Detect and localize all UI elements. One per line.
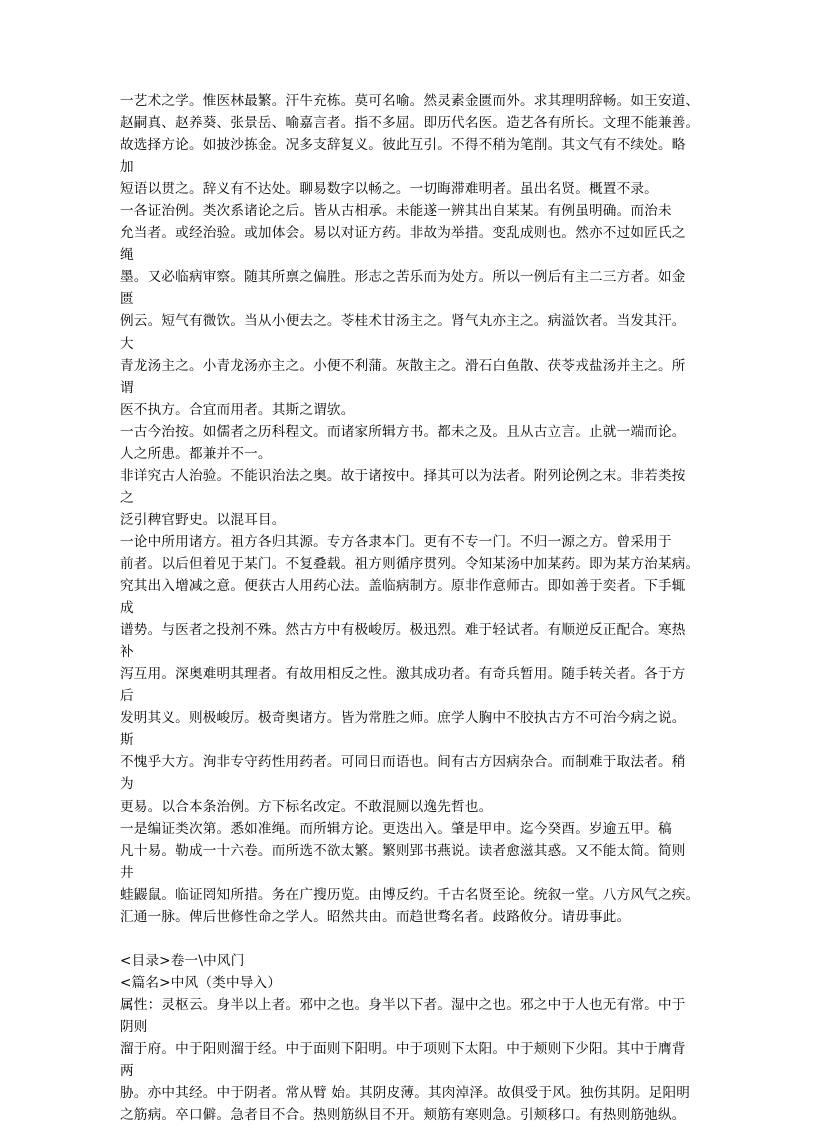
document-page [120, 90, 700, 1126]
text-line: 蛙鼹鼠。临证罔知所措。务在广搜历览。由博反约。千古名贤至论。统叙一堂。八方风气之疾。 [120, 886, 700, 903]
text-line: 汇通一脉。俾后世修性命之学人。昭然共由。而趋世骛名者。歧路攸分。请毋事此。 [120, 908, 631, 925]
text-line: 大 [120, 335, 134, 352]
text-line: 发明其义。则极峻厉。极奇奥诸方。皆为常胜之师。庶学人胸中不胶执古方不可治今病之说。 [120, 710, 686, 727]
text-line: 之筋病。卒口僻。急者目不合。热则筋纵目不开。颊筋有寒则急。引颊移口。有热则筋弛纵。 [120, 1107, 686, 1124]
chapter-section [120, 950, 700, 1126]
text-line: 泛引稗官野史。以混耳目。 [120, 511, 286, 528]
text-line: 为 [120, 776, 134, 793]
text-line: 一是编证类次第。悉如准绳。而所辑方论。更迭出入。肇是甲申。迄今癸酉。岁逾五甲。稿 [120, 820, 672, 837]
text-line: 前者。以后但着见于某门。不复叠载。祖方则循序贯列。令知某汤中加某药。即为某方治某病。 [120, 555, 700, 572]
text-line: 赵嗣真、赵养葵、张景岳、喻嘉言者。指不多屈。即历代名医。造艺各有所长。文理不能兼善。 [120, 115, 700, 132]
text-line: 斯 [120, 732, 134, 749]
text-line: 究其出入增减之意。便获古人用药心法。盖临病制方。原非作意师古。即如善于奕者。下手辄 [120, 578, 686, 595]
chapter-title: <篇名>中风（类中导入） [120, 974, 282, 991]
text-line: 墨。又必临病审察。随其所禀之偏胜。形志之苦乐而为处方。所以一例后有主二三方者。如金 [120, 269, 686, 286]
text-line: 加 [120, 159, 134, 176]
text-line: 一艺术之学。惟医林最繁。汗牛充栋。莫可名喻。然灵素金匮而外。求其理明辞畅。如王安道、 [120, 93, 700, 109]
text-line: 青龙汤主之。小青龙汤亦主之。小便不利蒲。灰散主之。滑石白鱼散、茯苓戎盐汤并主之。所 [120, 357, 686, 374]
text-line: 补 [120, 644, 134, 661]
text-line: 短语以贯之。辞义有不达处。聊易数字以畅之。一切晦滞难明者。虽出名贤。概置不录。 [120, 181, 658, 198]
text-line: 医不执方。合宜而用者。其斯之谓欤。 [120, 401, 355, 418]
text-line: 非详究古人治验。不能识治法之奥。故于诸按中。择其可以为法者。附列论例之末。非若类按 [120, 467, 686, 484]
text-line: 一古今治按。如儒者之历科程文。而诸家所辑方书。都未之及。且从古立言。止就一端而论。 [120, 423, 686, 440]
text-line: 谓 [120, 379, 134, 396]
toc-heading: <目录>卷一\中风门 [120, 952, 245, 969]
text-line: 更易。以合本条治例。方下标名改定。不敢混厕以逸先哲也。 [120, 798, 493, 815]
text-line: 属性：灵枢云。身半以上者。邪中之也。身半以下者。湿中之也。邪之中于人也无有常。中于 [120, 996, 686, 1013]
text-line: 之 [120, 489, 134, 506]
text-line: 不愧乎大方。洵非专守药性用药者。可同日而语也。间有古方因病杂合。而制难于取法者。稍 [120, 754, 686, 771]
paragraph-gap [120, 928, 700, 950]
text-line: 故选择方论。如披沙拣金。况多支辞复义。彼此互引。不得不稍为笔削。其文气有不续处。略 [120, 137, 686, 154]
text-line: 凡十易。勒成一十六卷。而所选不欲太繁。繁则郢书燕说。读者愈滋其惑。又不能太简。简则 [120, 842, 686, 859]
text-line: 匮 [120, 291, 134, 308]
text-line: 阴则 [120, 1018, 148, 1035]
text-line: 胁。亦中其经。中于阴者。常从臂 始。其阴皮薄。其肉淖泽。故俱受于风。独伤其阴。足阳明 [120, 1085, 691, 1102]
text-line: 谱势。与医者之投剂不殊。然古方中有极峻厉。极迅烈。难于轻试者。有顺逆反正配合。寒热 [120, 622, 686, 639]
text-line: 一各证治例。类次系诸论之后。皆从古相承。未能遂一辨其出自某某。有例虽明确。而治未 [120, 203, 672, 220]
text-line: 例云。短气有微饮。当从小便去之。苓桂术甘汤主之。肾气丸亦主之。病溢饮者。当发其汗。 [120, 313, 686, 330]
text-line: 允当者。或经治验。或加体会。易以对证方药。非故为举措。变乱成则也。然亦不过如匠氏之 [120, 225, 686, 242]
text-line: 泻互用。深奥难明其理者。有故用相反之性。激其成功者。有奇兵暂用。随手转关者。各于方 [120, 666, 686, 683]
text-line: 人之所患。都兼并不一。 [120, 445, 272, 462]
text-line: 绳 [120, 247, 134, 264]
text-line: 井 [120, 864, 134, 881]
text-line: 成 [120, 600, 134, 617]
text-line: 溜于府。中于阳则溜于经。中于面则下阳明。中于项则下太阳。中于颊则下少阳。其中于膺背 [120, 1041, 686, 1058]
text-line: 两 [120, 1063, 134, 1080]
text-line: 后 [120, 688, 134, 705]
text-line: 一论中所用诸方。祖方各归其源。专方各隶本门。更有不专一门。不归一源之方。曾采用于 [120, 533, 672, 550]
preface-section [120, 90, 700, 928]
